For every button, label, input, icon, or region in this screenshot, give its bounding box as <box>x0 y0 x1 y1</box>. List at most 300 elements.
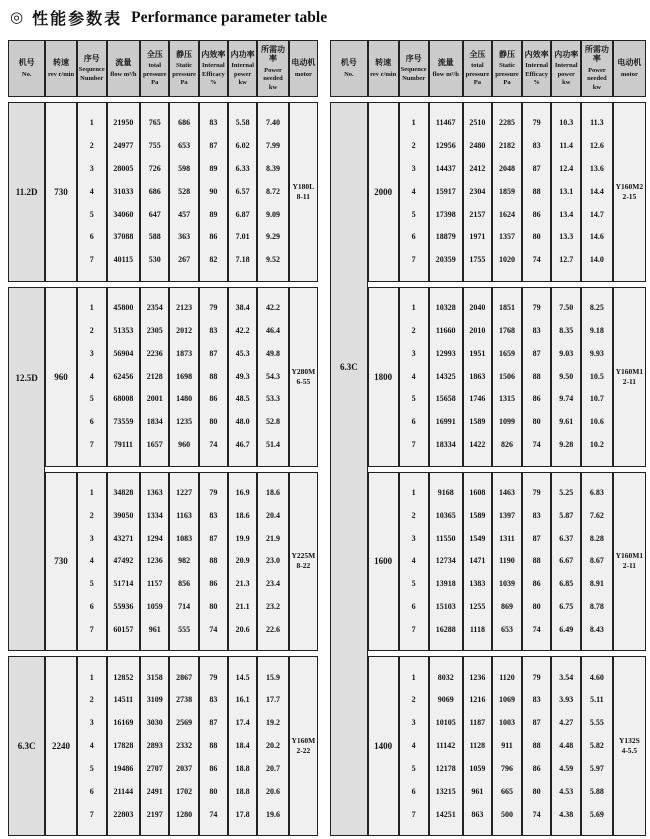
col-header-total_pressure <box>463 40 493 97</box>
data-cell-power_needed <box>257 287 288 467</box>
efficiency-value: 74 <box>209 809 218 819</box>
seq-value: 3 <box>89 348 94 358</box>
internal_power-value: 4.53 <box>559 786 574 796</box>
total_pressure-value: 2305 <box>146 325 163 335</box>
power_needed-value: 11.3 <box>590 118 604 128</box>
seq-value: 5 <box>89 763 94 773</box>
seq-value: 1 <box>411 303 416 313</box>
static_pressure-value: 1768 <box>499 325 516 335</box>
power_needed-value: 5.97 <box>589 763 604 773</box>
efficiency-value: 88 <box>209 371 218 381</box>
flow-value: 39050 <box>113 510 134 520</box>
header-label-zh: 流量 <box>437 57 454 67</box>
flow-value: 12956 <box>435 141 456 151</box>
total_pressure-value: 2128 <box>146 371 163 381</box>
rev-cell: 1600 <box>368 472 399 652</box>
flow-value: 20359 <box>435 255 456 265</box>
data-cell-total_pressure <box>463 472 493 652</box>
efficiency-value: 88 <box>209 741 218 751</box>
power_needed-value: 14.7 <box>589 209 604 219</box>
data-cell-flow <box>107 287 140 467</box>
data-cell-total_pressure <box>140 472 169 652</box>
seq-value: 2 <box>411 325 416 335</box>
static_pressure-value: 1020 <box>499 255 516 265</box>
total_pressure-value: 1118 <box>469 624 485 634</box>
efficiency-value: 83 <box>209 118 218 128</box>
seq-value: 1 <box>89 487 94 497</box>
col-header-static_pressure <box>492 40 522 97</box>
internal_power-value: 38.4 <box>235 303 250 313</box>
power_needed-value: 20.6 <box>266 786 280 796</box>
internal_power-value: 9.61 <box>559 417 574 427</box>
total_pressure-value: 1157 <box>146 579 163 589</box>
performance-table-left <box>8 40 318 836</box>
seq-value: 6 <box>411 786 416 796</box>
flow-value: 12734 <box>435 556 456 566</box>
data-cell-flow <box>107 472 140 652</box>
data-cell-total_pressure <box>140 102 169 282</box>
seq-cell <box>399 472 429 652</box>
data-cell-internal_power <box>551 656 581 836</box>
efficiency-value: 86 <box>209 394 218 404</box>
total_pressure-value: 1216 <box>469 695 486 705</box>
col-header-seq <box>399 40 429 97</box>
total_pressure-value: 765 <box>148 118 161 128</box>
internal_power-value: 7.01 <box>235 232 250 242</box>
col-header-machine <box>330 40 368 97</box>
total_pressure-value: 2197 <box>146 809 163 819</box>
seq-value: 4 <box>411 741 416 751</box>
efficiency-value: 83 <box>532 325 541 335</box>
header-label-en: Power needed kw <box>263 66 283 91</box>
seq-value: 4 <box>89 186 94 196</box>
header-label-en: Sequence Number <box>400 66 427 82</box>
internal_power-value: 6.87 <box>235 209 250 219</box>
power_needed-value: 5.88 <box>589 786 604 796</box>
efficiency-value: 83 <box>209 695 218 705</box>
data-cell-total_pressure <box>140 656 169 836</box>
efficiency-value: 86 <box>532 579 541 589</box>
header-label-zh: 机号 <box>18 57 35 67</box>
seq-value: 7 <box>89 255 94 265</box>
power_needed-value: 5.11 <box>590 695 604 705</box>
internal_power-value: 45.3 <box>235 348 250 358</box>
seq-value: 5 <box>89 579 94 589</box>
efficiency-value: 74 <box>532 255 541 265</box>
data-cell-flow <box>429 287 463 467</box>
total_pressure-value: 3109 <box>146 695 163 705</box>
data-cell-power_needed <box>581 102 613 282</box>
flow-value: 79111 <box>113 440 133 450</box>
rev-cell: 2000 <box>368 102 399 282</box>
flow-value: 10105 <box>435 718 456 728</box>
efficiency-value: 83 <box>532 510 541 520</box>
internal_power-value: 7.18 <box>235 255 250 265</box>
motor-model: Y160M <box>291 736 316 745</box>
power_needed-value: 8.28 <box>589 533 604 543</box>
rev-cell: 960 <box>45 287 76 467</box>
data-cell-efficiency <box>199 472 228 652</box>
power_needed-value: 54.3 <box>266 371 280 381</box>
header-label-zh: 序号 <box>83 53 100 63</box>
seq-value: 6 <box>89 417 94 427</box>
efficiency-value: 80 <box>532 601 541 611</box>
data-cell-static_pressure <box>492 472 522 652</box>
flow-value: 43271 <box>113 533 134 543</box>
motor-model: Y225M <box>291 551 316 561</box>
header-label-en: Static pressure Pa <box>495 62 519 87</box>
total_pressure-value: 1334 <box>146 510 163 520</box>
motor-cell <box>289 102 318 282</box>
flow-value: 14325 <box>435 371 456 381</box>
motor-model: Y280M <box>291 366 316 376</box>
flow-value: 37088 <box>113 232 134 242</box>
static_pressure-value: 528 <box>178 186 191 196</box>
power_needed-value: 7.62 <box>589 510 604 520</box>
seq-value: 3 <box>411 348 416 358</box>
motor-cell <box>613 102 646 282</box>
seq-value: 5 <box>89 209 94 219</box>
rev-cell: 730 <box>45 472 76 652</box>
efficiency-value: 87 <box>209 348 218 358</box>
internal_power-value: 17.4 <box>235 718 250 728</box>
flow-value: 73559 <box>113 417 134 427</box>
internal_power-value: 20.6 <box>235 624 250 634</box>
static_pressure-value: 869 <box>501 601 514 611</box>
power_needed-value: 15.9 <box>266 672 280 682</box>
power_needed-value: 17.7 <box>266 695 280 705</box>
data-cell-efficiency <box>199 656 228 836</box>
efficiency-value: 88 <box>532 371 541 381</box>
header-label-zh: 内效率 <box>201 49 226 59</box>
static_pressure-value: 2123 <box>176 303 193 313</box>
static_pressure-value: 1280 <box>176 809 193 819</box>
seq-cell <box>77 287 107 467</box>
col-header-power_needed <box>257 40 288 97</box>
internal_power-value: 4.59 <box>559 763 574 773</box>
total_pressure-value: 1187 <box>469 718 486 728</box>
internal_power-value: 6.57 <box>235 186 250 196</box>
efficiency-value: 80 <box>532 786 541 796</box>
efficiency-value: 79 <box>532 672 541 682</box>
static_pressure-value: 2037 <box>176 763 193 773</box>
efficiency-value: 80 <box>209 417 218 427</box>
flow-value: 14251 <box>435 809 456 819</box>
flow-value: 15103 <box>435 601 456 611</box>
seq-value: 6 <box>411 232 416 242</box>
col-header-flow <box>429 40 463 97</box>
static_pressure-value: 1069 <box>499 695 516 705</box>
total_pressure-value: 3158 <box>146 672 163 682</box>
power_needed-value: 9.29 <box>266 232 280 242</box>
internal_power-value: 9.74 <box>559 394 574 404</box>
seq-value: 2 <box>411 695 416 705</box>
col-header-efficiency <box>522 40 552 97</box>
internal_power-value: 10.3 <box>559 118 574 128</box>
total_pressure-value: 1657 <box>146 440 163 450</box>
data-cell-power_needed <box>581 472 613 652</box>
seq-value: 5 <box>411 763 416 773</box>
flow-value: 16991 <box>435 417 456 427</box>
total_pressure-value: 1236 <box>146 556 163 566</box>
efficiency-value: 86 <box>209 763 218 773</box>
total_pressure-value: 2480 <box>469 141 486 151</box>
power_needed-value: 19.2 <box>266 718 280 728</box>
flow-value: 13215 <box>435 786 456 796</box>
data-cell-efficiency <box>522 656 552 836</box>
total_pressure-value: 961 <box>148 624 161 634</box>
internal_power-value: 4.38 <box>559 809 574 819</box>
internal_power-value: 12.7 <box>559 255 574 265</box>
seq-value: 2 <box>89 695 94 705</box>
seq-value: 3 <box>411 718 416 728</box>
seq-value: 5 <box>89 394 94 404</box>
header-label-en: flow m³/h <box>432 70 459 78</box>
page-title-zh: 性能参数表 <box>32 9 123 28</box>
seq-value: 2 <box>89 141 94 151</box>
internal_power-value: 6.49 <box>559 624 574 634</box>
motor-model: Y160M1 <box>615 366 644 376</box>
data-cell-static_pressure <box>169 287 198 467</box>
flow-value: 18334 <box>435 440 456 450</box>
efficiency-value: 88 <box>209 556 218 566</box>
internal_power-value: 7.50 <box>559 303 574 313</box>
header-label-en: Internal Efficacy % <box>201 62 225 87</box>
internal_power-value: 9.50 <box>559 371 574 381</box>
efficiency-value: 83 <box>532 695 541 705</box>
data-cell-flow <box>107 102 140 282</box>
internal_power-value: 13.1 <box>559 186 574 196</box>
machine-number: 11.2D <box>15 186 38 197</box>
power_needed-value: 9.93 <box>589 348 604 358</box>
power_needed-value: 8.91 <box>589 579 604 589</box>
efficiency-value: 74 <box>532 440 541 450</box>
flow-value: 9168 <box>437 487 454 497</box>
data-cell-total_pressure <box>463 102 493 282</box>
total_pressure-value: 1128 <box>469 741 486 751</box>
seq-value: 5 <box>411 209 416 219</box>
power_needed-value: 46.4 <box>266 325 280 335</box>
seq-value: 1 <box>411 672 416 682</box>
seq-value: 7 <box>411 440 416 450</box>
efficiency-value: 86 <box>532 763 541 773</box>
total_pressure-value: 2412 <box>469 164 486 174</box>
seq-value: 7 <box>411 255 416 265</box>
data-cell-efficiency <box>199 287 228 467</box>
flow-value: 11550 <box>435 533 456 543</box>
internal_power-value: 6.85 <box>559 579 574 589</box>
total_pressure-value: 588 <box>148 232 161 242</box>
page-title <box>10 6 327 29</box>
data-cell-efficiency <box>522 287 552 467</box>
machine-cell <box>8 102 45 282</box>
flow-value: 11142 <box>436 741 456 751</box>
total_pressure-value: 961 <box>471 786 484 796</box>
efficiency-value: 86 <box>532 394 541 404</box>
header-label-en: Internal Efficacy % <box>525 62 548 87</box>
efficiency-value: 79 <box>209 487 218 497</box>
data-cell-power_needed <box>581 287 613 467</box>
flow-value: 16288 <box>435 624 456 634</box>
page-title-en: Performance parameter table <box>131 8 328 26</box>
flow-value: 21144 <box>113 786 134 796</box>
flow-value: 68008 <box>113 394 134 404</box>
header-label-en: Static pressure Pa <box>172 62 196 87</box>
seq-value: 4 <box>89 741 94 751</box>
seq-value: 6 <box>89 601 94 611</box>
total_pressure-value: 2893 <box>146 741 163 751</box>
data-cell-power_needed <box>257 656 288 836</box>
efficiency-value: 87 <box>532 348 541 358</box>
flow-value: 31033 <box>113 186 134 196</box>
total_pressure-value: 1951 <box>469 348 486 358</box>
seq-value: 3 <box>411 164 416 174</box>
motor-spec: 8-11 <box>296 191 311 201</box>
power_needed-value: 52.8 <box>266 417 280 427</box>
power_needed-value: 6.83 <box>589 487 604 497</box>
data-cell-internal_power <box>228 102 257 282</box>
seq-value: 4 <box>411 556 416 566</box>
efficiency-value: 79 <box>532 118 541 128</box>
power_needed-value: 10.7 <box>589 394 604 404</box>
motor-cell <box>289 656 318 836</box>
col-header-rev <box>368 40 399 97</box>
static_pressure-value: 1357 <box>499 232 516 242</box>
flow-value: 19486 <box>113 763 134 773</box>
efficiency-value: 80 <box>209 601 218 611</box>
power_needed-value: 8.25 <box>589 303 604 313</box>
static_pressure-value: 457 <box>178 209 191 219</box>
flow-value: 47492 <box>113 556 134 566</box>
motor-spec: 6-55 <box>296 376 311 386</box>
static_pressure-value: 653 <box>178 141 191 151</box>
internal_power-value: 5.58 <box>235 118 250 128</box>
total_pressure-value: 1834 <box>146 417 163 427</box>
static_pressure-value: 665 <box>501 786 514 796</box>
flow-value: 55936 <box>113 601 134 611</box>
col-header-motor <box>613 40 646 97</box>
internal_power-value: 18.8 <box>235 786 250 796</box>
total_pressure-value: 1755 <box>469 255 486 265</box>
motor-cell <box>289 472 318 652</box>
static_pressure-value: 911 <box>501 741 513 751</box>
internal_power-value: 3.54 <box>559 672 574 682</box>
total_pressure-value: 530 <box>148 255 161 265</box>
static_pressure-value: 1859 <box>499 186 516 196</box>
flow-value: 11467 <box>435 118 456 128</box>
total_pressure-value: 686 <box>148 186 161 196</box>
col-header-motor <box>289 40 318 97</box>
power_needed-value: 5.69 <box>589 809 604 819</box>
col-header-seq <box>77 40 107 97</box>
motor-model: Y160M2 <box>615 181 644 191</box>
total_pressure-value: 755 <box>148 141 161 151</box>
efficiency-value: 74 <box>532 809 541 819</box>
static_pressure-value: 1463 <box>499 487 516 497</box>
power_needed-value: 12.6 <box>589 141 604 151</box>
internal_power-value: 42.2 <box>235 325 250 335</box>
static_pressure-value: 1311 <box>499 533 515 543</box>
power_needed-value: 8.67 <box>589 556 604 566</box>
seq-value: 6 <box>411 601 416 611</box>
static_pressure-value: 1190 <box>499 556 515 566</box>
header-label-en: flow m³/h <box>110 70 137 78</box>
seq-value: 1 <box>89 303 94 313</box>
static_pressure-value: 363 <box>178 232 191 242</box>
efficiency-value: 80 <box>532 232 541 242</box>
efficiency-value: 90 <box>209 186 218 196</box>
flow-value: 34828 <box>113 487 134 497</box>
flow-value: 40115 <box>113 255 134 265</box>
seq-value: 3 <box>89 164 94 174</box>
data-cell-internal_power <box>228 656 257 836</box>
total_pressure-value: 1059 <box>146 601 163 611</box>
total_pressure-value: 2510 <box>469 118 486 128</box>
internal_power-value: 21.3 <box>235 579 250 589</box>
seq-value: 1 <box>411 118 416 128</box>
power_needed-value: 23.0 <box>266 556 280 566</box>
seq-value: 7 <box>89 809 94 819</box>
total_pressure-value: 2707 <box>146 763 163 773</box>
col-header-flow <box>107 40 140 97</box>
power_needed-value: 8.72 <box>266 186 280 196</box>
power_needed-value: 53.3 <box>266 394 280 404</box>
internal_power-value: 18.6 <box>235 510 250 520</box>
data-cell-total_pressure <box>463 287 493 467</box>
total_pressure-value: 1549 <box>469 533 486 543</box>
motor-spec: 4-5.5 <box>621 746 638 756</box>
static_pressure-value: 1163 <box>176 510 192 520</box>
total_pressure-value: 1471 <box>469 556 486 566</box>
header-label-en: No. <box>21 70 32 78</box>
data-cell-flow <box>429 472 463 652</box>
total_pressure-value: 2010 <box>469 325 486 335</box>
data-cell-static_pressure <box>169 656 198 836</box>
internal_power-value: 19.9 <box>235 533 250 543</box>
internal_power-value: 8.35 <box>559 325 574 335</box>
flow-value: 10365 <box>435 510 456 520</box>
header-label-en: rev r/min <box>370 70 397 78</box>
total_pressure-value: 1746 <box>469 394 486 404</box>
internal_power-value: 13.4 <box>559 209 574 219</box>
data-cell-power_needed <box>257 102 288 282</box>
total_pressure-value: 1363 <box>146 487 163 497</box>
flow-value: 21950 <box>113 118 134 128</box>
power_needed-value: 20.2 <box>266 741 280 751</box>
flow-value: 60157 <box>113 624 134 634</box>
header-label-zh: 流量 <box>115 57 132 67</box>
data-cell-static_pressure <box>169 102 198 282</box>
total_pressure-value: 1255 <box>469 601 486 611</box>
power_needed-value: 7.99 <box>266 141 280 151</box>
efficiency-value: 87 <box>209 141 218 151</box>
efficiency-value: 83 <box>532 141 541 151</box>
seq-value: 4 <box>89 371 94 381</box>
flow-value: 14437 <box>435 164 456 174</box>
efficiency-value: 79 <box>532 487 541 497</box>
data-cell-efficiency <box>522 102 552 282</box>
header-label-zh: 所需功率 <box>584 44 609 64</box>
internal_power-value: 20.9 <box>235 556 250 566</box>
motor-cell <box>613 656 646 836</box>
efficiency-value: 80 <box>209 786 218 796</box>
data-cell-internal_power <box>551 102 581 282</box>
motor-model: Y132S <box>618 736 640 745</box>
machine-cell <box>8 287 45 652</box>
power_needed-value: 22.6 <box>266 624 280 634</box>
data-cell-efficiency <box>522 472 552 652</box>
flow-value: 28005 <box>113 164 134 174</box>
